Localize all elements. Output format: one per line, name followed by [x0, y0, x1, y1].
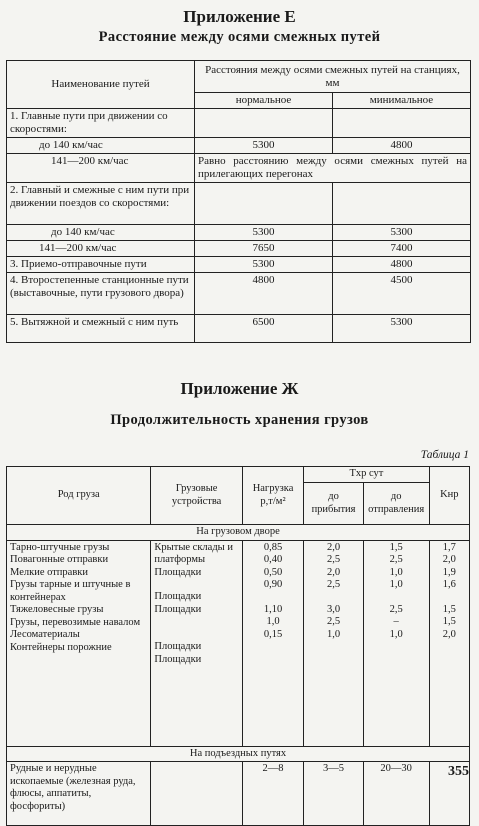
- cargo-cell: Грузы, перевозимые навалом: [10, 616, 141, 628]
- row-min: 5300: [333, 315, 471, 343]
- row-name: 4. Второстепенные станционные пути (выставочные, пути грузового двора): [7, 273, 195, 315]
- arrival-cell: 2,5: [326, 554, 341, 565]
- appendix-zh-subtitle: Продолжительность хранения грузов: [110, 412, 369, 428]
- arrival-cell: 3,0: [326, 603, 341, 615]
- load-cell: 0,85: [263, 541, 283, 553]
- device-cell: Площадки: [154, 566, 202, 578]
- depart-cell: 1,0: [389, 566, 403, 578]
- load-cell: 1,10: [263, 603, 283, 615]
- row-min: 5300: [333, 225, 471, 241]
- depart-column: [363, 540, 429, 746]
- cargo-cell: Тяжеловесные грузы: [10, 604, 104, 615]
- arrival-cell: 1,0: [326, 628, 341, 640]
- depart-cell: 20—30: [363, 762, 429, 826]
- section-yard: На грузовом дворе: [7, 525, 470, 541]
- k-cell: 2,0: [442, 554, 456, 565]
- table-row: [7, 154, 471, 183]
- yard-rows: [7, 540, 470, 746]
- cargo-cell: Мелкие отправки: [10, 566, 89, 578]
- cargo-cell: Тарно-штучные грузы: [10, 541, 110, 553]
- load-cell: 0,40: [263, 554, 283, 565]
- table-row: [7, 225, 471, 241]
- arrival-cell: 2,5: [326, 616, 341, 627]
- cargo-cell: Грузы тарные и штучные в контейнерах: [10, 579, 131, 603]
- row-name: 3. Приемо-отправочные пути: [7, 257, 195, 273]
- table-row: [7, 138, 471, 154]
- row-min: 4500: [333, 273, 471, 315]
- appendix-e-title: Приложение Е: [183, 7, 296, 26]
- depart-cell: 1,5: [389, 541, 403, 553]
- header-depart: до отправления: [363, 483, 429, 525]
- row-normal: 4800: [195, 273, 333, 315]
- header-name: Наименование путей: [7, 61, 195, 109]
- row-normal: 5300: [195, 225, 333, 241]
- appendix-e-subtitle: Расстояние между осями смежных путей: [98, 29, 381, 45]
- row-normal: 5300: [195, 138, 333, 154]
- header-k: Kнр: [429, 467, 469, 525]
- header-distance: Расстояния между осями смежных путей на станциях, мм: [195, 61, 471, 93]
- depart-cell: 2,5: [389, 603, 403, 615]
- arrival-cell: 2,0: [326, 541, 341, 553]
- header-load: Нагрузка p,т/м²: [242, 467, 304, 525]
- table-row: [7, 109, 471, 138]
- k-cell: 2,0: [442, 628, 456, 640]
- device-cell: Крытые склады и платформы: [154, 541, 233, 565]
- row-normal: 5300: [195, 257, 333, 273]
- row-normal: 7650: [195, 241, 333, 257]
- k-cell: 1,5: [442, 616, 456, 627]
- page-number: 355: [448, 764, 469, 779]
- appendix-zh-title: Приложение Ж: [180, 379, 299, 398]
- row-name: 2. Главный и смежные с ним пути при движении поездов со скоростями:: [7, 183, 195, 225]
- device-cell: Площадки: [154, 603, 202, 615]
- device-cell: Площадки: [154, 591, 202, 602]
- row-name: до 140 км/час: [7, 225, 195, 241]
- table-row: [7, 273, 471, 315]
- depart-cell: 2,5: [389, 554, 403, 565]
- table-row: [7, 315, 471, 343]
- row-merged: Равно расстоянию между осями смежных путей на прилегающих перегонах: [195, 154, 471, 183]
- cargo-cell: Повагонные отправки: [10, 554, 109, 565]
- row-name: 141—200 км/час: [7, 154, 195, 183]
- depart-cell: –: [393, 616, 399, 627]
- load-cell: 0,50: [263, 566, 283, 578]
- row-name: до 140 км/час: [7, 138, 195, 154]
- device-cell: [151, 762, 242, 826]
- cargo-cell: Лесоматериалы: [10, 629, 80, 640]
- storage-table: [6, 466, 470, 826]
- k-column: [429, 540, 469, 746]
- table-caption: Таблица 1: [420, 449, 469, 461]
- row-min: 7400: [333, 241, 471, 257]
- load-column: [242, 540, 304, 746]
- header-t: Tхр сут: [304, 467, 429, 483]
- device-cell: Площадки: [154, 653, 202, 665]
- load-cell: 0,15: [263, 628, 283, 640]
- cargo-cell: Рудные и нерудные ископаемые (железная руда, флюсы, аппатиты, фосфориты): [7, 762, 151, 826]
- arrival-cell: 2,5: [326, 579, 341, 590]
- load-cell: 1,0: [266, 616, 280, 627]
- table-row: [7, 762, 470, 826]
- arrival-cell: 3—5: [304, 762, 363, 826]
- load-cell: 0,90: [263, 579, 283, 590]
- header-device: Грузовые устройства: [151, 467, 242, 525]
- depart-cell: 1,0: [389, 628, 403, 640]
- row-name: 1. Главные пути при движении со скоростями:: [7, 109, 195, 138]
- row-min: 4800: [333, 138, 471, 154]
- row-name: 5. Вытяжной и смежный с ним путь: [7, 315, 195, 343]
- k-cell: 1,5: [442, 603, 456, 615]
- depart-cell: 1,0: [389, 579, 403, 590]
- k-cell: 1,6: [442, 579, 456, 590]
- header-normal: нормальное: [195, 93, 333, 109]
- table-row: [7, 257, 471, 273]
- k-cell: 1,9: [442, 566, 456, 578]
- k-cell: 1,7: [442, 541, 456, 553]
- cargo-cell: Контейнеры порожние: [10, 641, 112, 653]
- header-cargo: Род груза: [7, 467, 151, 525]
- row-name: 141—200 км/час: [7, 241, 195, 257]
- arrival-cell: 2,0: [326, 566, 341, 578]
- row-normal: 6500: [195, 315, 333, 343]
- load-cell: 2—8: [242, 762, 304, 826]
- table-row: [7, 183, 471, 225]
- device-cell: Площадки: [154, 641, 202, 652]
- device-column: [151, 540, 242, 746]
- arrival-column: [304, 540, 363, 746]
- header-arrival: до прибытия: [304, 483, 363, 525]
- row-min: 4800: [333, 257, 471, 273]
- cargo-column: [7, 540, 151, 746]
- section-siding: На подъездных путях: [7, 746, 470, 762]
- header-min: минимальное: [333, 93, 471, 109]
- distance-table: [6, 60, 471, 343]
- table-row: [7, 241, 471, 257]
